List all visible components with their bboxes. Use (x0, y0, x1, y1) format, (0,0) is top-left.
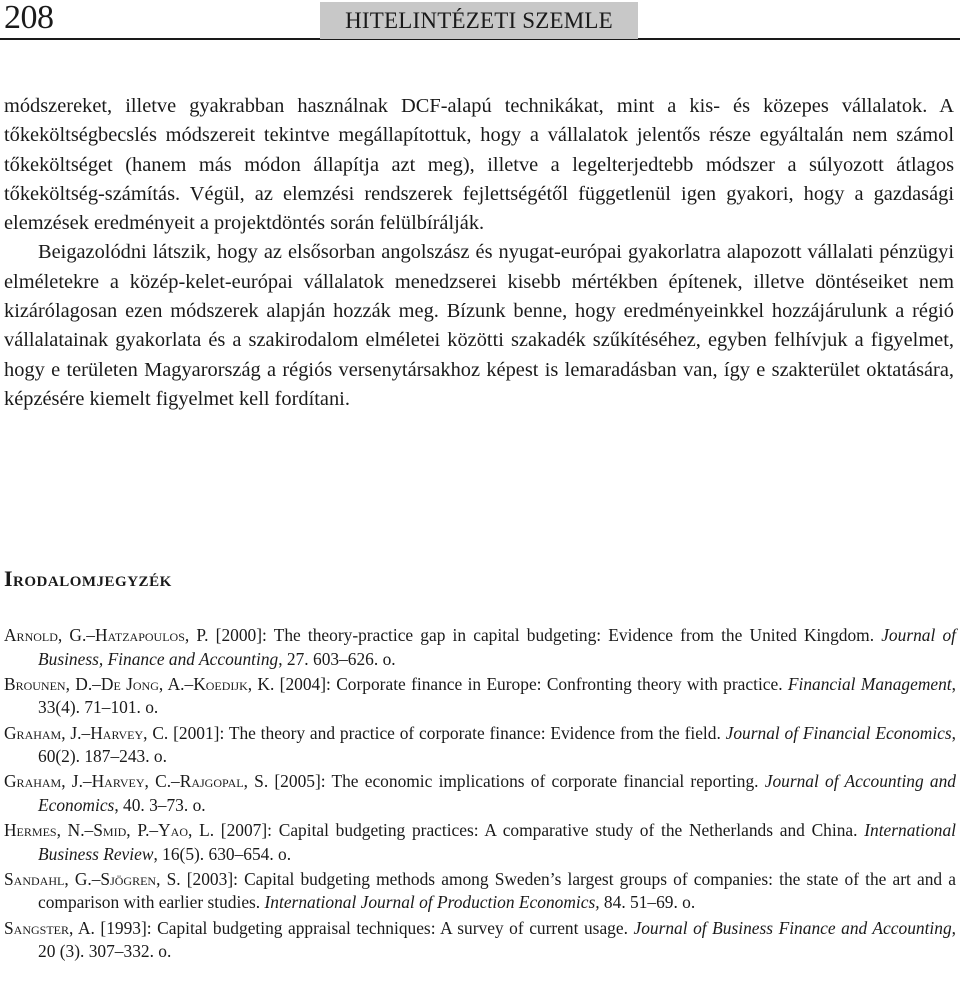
journal-title: HITELINTÉZETI SZEMLE (320, 2, 638, 39)
article-body (4, 92, 954, 414)
reference-source: International Journal of Production Economics, (264, 892, 600, 913)
reference-authors: Brounen, D.–De Jong, A.–Koedijk, K. (4, 673, 275, 694)
reference-details: , 60(2). 187–243. o. (38, 722, 957, 767)
reference-item (4, 673, 956, 720)
paragraph-1: módszereket, illetve gyakrabban használnak DCF-alapú technikákat, mint a kis- és közepes vállalatok. A tőkeköltségbecslés módszereit tekintve megállapítottuk, hogy a vállalatok jelentős része egyáltalán nem számol tőkeköltséget (hanem más módon állapítja azt meg), illetve a legelterjedtebb módszer a súlyozott átlagos tőkeköltség-számítás. Végül, az elemzési rendszerek fejlettségétől függetlenül igen gyakori, hogy a gazdasági elemzések eredményeit a projektdöntés során felülbírálják. (4, 95, 954, 235)
reference-item (4, 868, 956, 915)
reference-authors: Hermes, N.–Smid, P.–Yao, L. (4, 820, 215, 841)
references-heading: Irodalomjegyzék (4, 566, 172, 591)
reference-text: [2000]: The theory-practice gap in capital budgeting: Evidence from the United Kingdom. (208, 625, 882, 645)
page-header (0, 0, 960, 42)
reference-item (4, 917, 956, 964)
reference-text: [1993]: Capital budgeting appraisal techniques: A survey of current usage. (94, 917, 634, 938)
reference-details: , 27. 603–626. o. (278, 648, 396, 669)
reference-list (4, 624, 956, 966)
reference-details: , 33(4). 71–101. o. (38, 673, 956, 718)
reference-authors: Graham, J.–Harvey, C.–Rajgopal, S. (4, 771, 269, 792)
reference-item (4, 722, 956, 769)
reference-text: [2007]: Capital budgeting practices: A comparative study of the Netherlands and China. (214, 820, 865, 841)
reference-authors: Sandahl, G.–Sjögren, S. (4, 868, 181, 889)
reference-item (4, 624, 956, 671)
reference-text: [2004]: Corporate finance in Europe: Confronting theory with practice. (274, 673, 788, 694)
page-number: 208 (4, 0, 54, 36)
paragraph-2: Beigazolódni látszik, hogy az elsősorban angolszász és nyugat-európai gyakorlatra alapozott vállalati pénzügyi elméletekre a közép-kelet-európai vállalatok menedzserei kisebb mértékben építenek, illetve döntéseiket nem kizárólagosan ezen módszerek alapján hozzák meg. Bízunk benne, hogy eredményeinkkel hozzájárulunk a régió vállalatainak gyakorlata és a szakirodalom elméletei közötti szakadék szűkítéséhez, egyben felhívjuk a figyelmet, hogy e területen Magyarország a régiós versenytársakhoz képest is lemaradásban van, így e szakterület oktatására, képzésére kiemelt figyelmet kell fordítani. (4, 241, 954, 410)
reference-source: Financial Management (787, 673, 952, 694)
reference-details: , 16(5). 630–654. o. (153, 843, 292, 864)
reference-source: International Business Review (38, 820, 956, 864)
reference-authors: Arnold, G.–Hatzapoulos, P. (4, 625, 209, 645)
reference-source: Journal of Financial Economics (725, 722, 952, 743)
reference-text: [2001]: The theory and practice of corporate finance: Evidence from the field. (168, 722, 726, 743)
reference-source: Journal of Business, Finance and Accounting (38, 625, 956, 669)
reference-item (4, 770, 956, 817)
reference-text: [2005]: The economic implications of corporate financial reporting. (268, 771, 765, 792)
reference-source: Journal of Accounting and Economics (38, 771, 956, 815)
reference-item (4, 819, 956, 866)
reference-text: [2003]: Capital budgeting methods among Sweden’s largest groups of companies: the state of the art and a comparison with earlier studies. (38, 868, 956, 913)
reference-source: Journal of Business Finance and Accounting (633, 917, 952, 938)
reference-authors: Sangster, A. (4, 917, 95, 938)
reference-authors: Graham, J.–Harvey, C. (4, 722, 169, 743)
reference-details: 84. 51–69. o. (599, 892, 696, 913)
reference-details: , 40. 3–73. o. (114, 794, 206, 815)
reference-details: , 20 (3). 307–332. o. (38, 917, 956, 962)
